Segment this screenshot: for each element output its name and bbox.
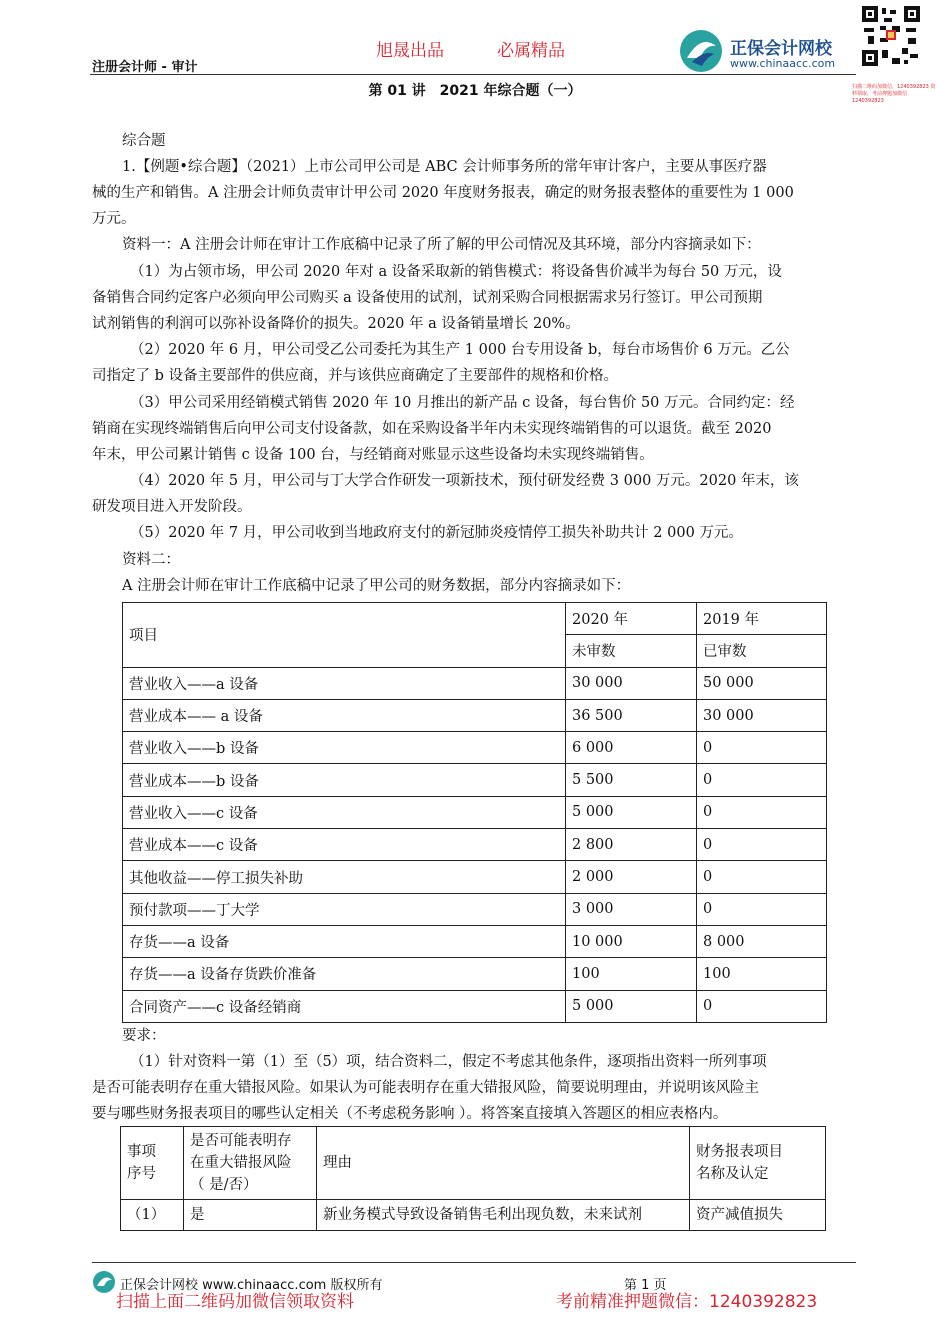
table-row <box>123 829 827 861</box>
brand-url: www.chinaacc.com <box>730 57 836 70</box>
text-line: 研发项目进入开发阶段。 <box>92 499 252 515</box>
row-2019: 0 <box>697 829 827 861</box>
row-item: 其他收益——停工损失补助 <box>123 861 566 893</box>
row-item: 合同资产——c 设备经销商 <box>123 990 566 1022</box>
row-item: 预付款项——丁大学 <box>123 893 566 925</box>
row-2019: 0 <box>697 764 827 796</box>
text-line: 备销售合同约定客户必须向甲公司购买 a 设备使用的试剂，试剂采购合同根据需求另行签订。甲公司预期 <box>92 290 763 306</box>
page-number: 第 1 页 <box>624 1278 667 1293</box>
table-row <box>123 893 827 925</box>
text-line: 年末，甲公司累计销售 c 设备 100 台，与经销商对账显示这些设备均未实现终端销售。 <box>92 447 654 463</box>
table-row <box>123 796 827 828</box>
header-2020-year: 2020 年 <box>566 603 697 635</box>
text-line: 销商在实现终端销售后向甲公司支付设备款，如在采购设备半年内未实现终端销售的可以退货。截至 2020 <box>92 421 772 437</box>
header-2019-year: 2019 年 <box>697 603 827 635</box>
text-line: 要与哪些财务报表项目的哪些认定相关（不考虑税务影响 ）。将答案直接填入答题区的相应表格内。 <box>92 1106 728 1122</box>
table-row <box>123 861 827 893</box>
answer-table <box>120 1126 826 1231</box>
text-line: 试剂销售的利润可以弥补设备降价的损失。2020 年 a 设备销量增长 20%。 <box>92 316 580 332</box>
row-2020: 10 000 <box>566 925 697 957</box>
row-2020: 2 000 <box>566 861 697 893</box>
text-line: 械的生产和销售。A 注册会计师负责审计甲公司 2020 年度财务报表，确定的财务报表整体的重要性为 1 000 <box>92 185 794 201</box>
row-2020: 5 000 <box>566 990 697 1022</box>
row-item: 营业收入——a 设备 <box>123 667 566 699</box>
table-row <box>123 958 827 990</box>
text-line: （4）2020 年 5 月，甲公司与丁大学合作研发一项新技术，预付研发经费 3 000 万元。2020 年末，该 <box>130 473 799 489</box>
row-2019: 8 000 <box>697 925 827 957</box>
row-2020: 5 000 <box>566 796 697 828</box>
row-item: 营业成本——b 设备 <box>123 764 566 796</box>
footer-logo-icon <box>92 1270 116 1294</box>
table-row <box>121 1200 826 1231</box>
row-reason: 新业务模式导致设备销售毛利出现负数，未来试剂 <box>317 1200 690 1231</box>
header-2019-status: 已审数 <box>697 635 827 667</box>
header-item: 项目 <box>123 603 566 668</box>
section-heading: 综合题 <box>122 133 166 149</box>
promo-left: 扫描上面二维码加微信领取资料 <box>116 1292 354 1312</box>
table-header-row <box>123 603 827 635</box>
brand-logo-icon <box>678 28 724 74</box>
text-line: （3）甲公司采用经销模式销售 2020 年 10 月推出的新产品 c 设备，每台售价 50 万元。合同约定：经 <box>130 395 795 411</box>
text-line: A 注册会计师在审计工作底稿中记录了甲公司的财务数据，部分内容摘录如下： <box>122 578 631 594</box>
row-2019: 0 <box>697 732 827 764</box>
row-2020: 6 000 <box>566 732 697 764</box>
row-item: 营业成本—— a 设备 <box>123 699 566 731</box>
qr-note: 扫描二维码加微信，1240392823 资料领取，考前押题加微信 1240392823 <box>852 84 936 104</box>
slogan-1: 旭晟出品 <box>376 41 444 61</box>
row-risk: 是 <box>184 1200 317 1231</box>
text-line: 万元。 <box>92 211 136 227</box>
course-label: 注册会计师 - 审计 <box>92 60 198 75</box>
header-assertion: 财务报表项目 名称及认定 <box>690 1127 826 1200</box>
header-divider <box>90 74 856 75</box>
table-row <box>123 990 827 1022</box>
table-header-row <box>121 1127 826 1200</box>
row-2020: 36 500 <box>566 699 697 731</box>
text-line: 资料一：A 注册会计师在审计工作底稿中记录了所了解的甲公司情况及其环境，部分内容摘录如下： <box>122 237 761 253</box>
row-item-no: （1） <box>121 1200 184 1231</box>
text-line: （2）2020 年 6 月，甲公司受乙公司委托为其生产 1 000 台专用设备 b，每台市场售价 6 万元。乙公 <box>130 342 790 358</box>
table-row <box>123 667 827 699</box>
footer-divider <box>92 1262 856 1263</box>
row-2019: 50 000 <box>697 667 827 699</box>
text-line: 1.【例题•综合题】（2021）上市公司甲公司是 ABC 会计师事务所的常年审计客户，主要从事医疗器 <box>122 159 767 175</box>
brand-logo[interactable] <box>678 28 858 74</box>
row-assertion: 资产减值损失 <box>690 1200 826 1231</box>
qr-code-icon[interactable] <box>862 6 920 66</box>
requirements-heading: 要求： <box>122 1028 166 1044</box>
row-2020: 2 800 <box>566 829 697 861</box>
text-line: 资料二： <box>122 552 180 568</box>
row-2019: 30 000 <box>697 699 827 731</box>
row-item: 营业收入——c 设备 <box>123 796 566 828</box>
brand-name: 正保会计网校 <box>730 39 832 59</box>
table-row <box>123 699 827 731</box>
text-line: （1）为占领市场，甲公司 2020 年对 a 设备采取新的销售模式：将设备售价减半为每台 50 万元，设 <box>130 264 782 280</box>
promo-right: 考前精准押题微信：1240392823 <box>556 1292 818 1312</box>
row-2020: 100 <box>566 958 697 990</box>
table-row <box>123 764 827 796</box>
footer-copyright: 正保会计网校 www.chinaacc.com 版权所有 <box>120 1278 383 1293</box>
row-item: 存货——a 设备 <box>123 925 566 957</box>
text-line: （1）针对资料一第（1）至（5）项，结合资料二，假定不考虑其他条件，逐项指出资料一所列事项 <box>130 1054 767 1070</box>
row-2020: 5 500 <box>566 764 697 796</box>
text-line: （5）2020 年 7 月，甲公司收到当地政府支付的新冠肺炎疫情停工损失补助共计 2 000 万元。 <box>130 525 743 541</box>
row-2019: 0 <box>697 990 827 1022</box>
slogan-2: 必属精品 <box>497 41 565 61</box>
row-item: 营业收入——b 设备 <box>123 732 566 764</box>
text-line: 司指定了 b 设备主要部件的供应商，并与该供应商确定了主要部件的规格和价格。 <box>92 368 618 384</box>
header-item-no: 事项 序号 <box>121 1127 184 1200</box>
row-2019: 100 <box>697 958 827 990</box>
text-line: 是否可能表明存在重大错报风险。如果认为可能表明存在重大错报风险，简要说明理由，并说明该风险主 <box>92 1080 759 1096</box>
row-2020: 3 000 <box>566 893 697 925</box>
row-item: 存货——a 设备存货跌价准备 <box>123 958 566 990</box>
row-2019: 0 <box>697 861 827 893</box>
row-2019: 0 <box>697 893 827 925</box>
row-2020: 30 000 <box>566 667 697 699</box>
row-2019: 0 <box>697 796 827 828</box>
table-row <box>123 732 827 764</box>
header-risk: 是否可能表明存 在重大错报风险 （ 是/否） <box>184 1127 317 1200</box>
page-title: 第 01 讲 2021 年综合题（一） <box>368 83 582 99</box>
table-row <box>123 925 827 957</box>
header-reason: 理由 <box>317 1127 690 1200</box>
financial-data-table <box>122 602 827 1023</box>
row-item: 营业成本——c 设备 <box>123 829 566 861</box>
header-2020-status: 未审数 <box>566 635 697 667</box>
